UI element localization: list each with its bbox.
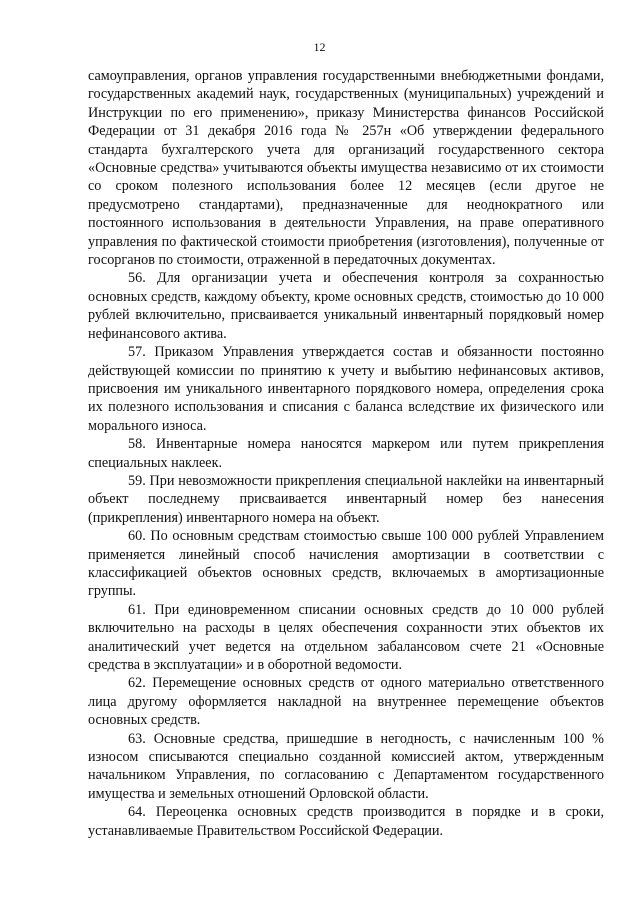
paragraph-61: 61. При единовременном списании основных средств до 10 000 рублей включительно на расходы в целях обеспечения сохранности этих объектов их аналитический учет ведется на отдельном забалансовом счете 21 «Основные средства в эксплуатации» и в оборотной ведомости. — [88, 601, 604, 673]
document-body — [88, 67, 604, 840]
paragraph-continuation: самоуправления, органов управления государственными внебюджетными фондами, государственных академий наук, государственных (муниципальных) учреждений и Инструкции по его применению», приказу Министерства финансов Российской Федерации от 31 декабря 2016 года № 257н «Об утверждении федерального стандарта бухгалтерского учета для организаций государственного сектора «Основные средства» учитываются объекты имущества независимо от их стоимости со сроком полезного использования более 12 месяцев (если другое не предусмотрено стандартами), предназначенные для неоднократного или постоянного использования в деятельности Управления, на праве оперативного управления по фактической стоимости приобретения (изготовления), полученные от госорганов по стоимости, отраженной в передаточных документах. — [88, 68, 604, 269]
paragraph-60: 60. По основным средствам стоимостью свыше 100 000 рублей Управлением применяется линейный способ начисления амортизации в соответствии с классификацией объектов основных средств, включаемых в амортизационные группы. — [88, 528, 604, 600]
paragraph-62: 62. Перемещение основных средств от одного материально ответственного лица другому оформляется накладной на внутреннее перемещение объектов основных средств. — [88, 675, 604, 729]
paragraph-57: 57. Приказом Управления утверждается состав и обязанности постоянно действующей комиссии по принятию к учету и выбытию нефинансовых активов, присвоения им уникального инвентарного порядкового номера, определения срока их полезного использования и списания с баланса вследствие их физического или морального износа. — [88, 344, 604, 434]
paragraph-56: 56. Для организации учета и обеспечения контроля за сохранностью основных средств, каждому объекту, кроме основных средств, стоимостью до 10 000 рублей включительно, присваивается уникальный инвентарный порядковый номер нефинансового актива. — [88, 270, 604, 342]
page-number: 12 — [313, 40, 326, 54]
paragraph-64: 64. Переоценка основных средств производится в порядке и в сроки, устанавливаемые Правительством Российской Федерации. — [88, 804, 604, 839]
paragraph-58: 58. Инвентарные номера наносятся маркером или путем прикрепления специальных наклеек. — [88, 436, 604, 471]
paragraph-59: 59. При невозможности прикрепления специальной наклейки на инвентарный объект последнему присваивается инвентарный номер без нанесения (прикрепления) инвентарного номера на объект. — [88, 472, 604, 526]
paragraph-63: 63. Основные средства, пришедшие в негодность, с начисленным 100 % износом списываются специально созданной комиссией актом, утвержденным начальником Управления, по согласованию с Департаментом государственного имущества и земельных отношений Орловской области. — [88, 730, 604, 802]
